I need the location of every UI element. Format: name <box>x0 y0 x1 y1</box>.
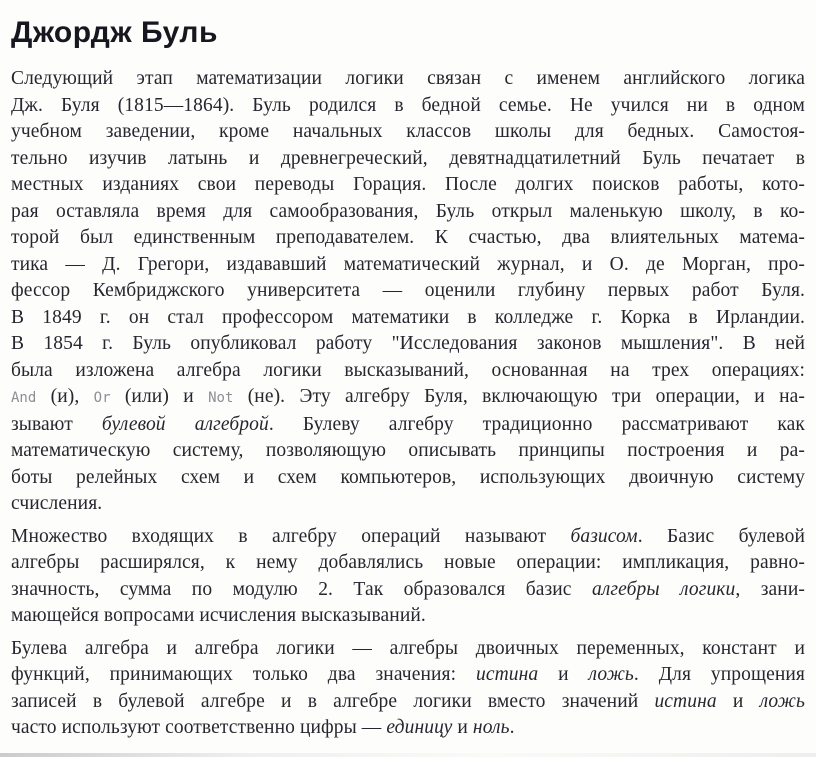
italic-term: ноль <box>472 717 510 738</box>
text-run: , зани- <box>735 578 805 600</box>
text-line <box>11 119 805 146</box>
text-run: боты релейных схем и схем компьютеров, использующих двоичную систему <box>11 466 805 488</box>
text-line <box>11 636 805 663</box>
text-line <box>11 225 805 252</box>
text-line <box>11 689 805 716</box>
text-line <box>11 577 805 604</box>
italic-term: ложь <box>759 690 805 712</box>
text-run: зывают <box>11 413 102 435</box>
paragraph <box>11 66 805 518</box>
text-line <box>11 550 805 577</box>
text-run: фессор Кембриджского университета — оценили глубину первых работ Буля. <box>11 280 805 301</box>
text-run: Множество входящих в алгебру операций называют <box>11 525 571 547</box>
text-line <box>11 715 805 742</box>
text-run: (не). Эту алгебру Буля, включающую три операции, и на- <box>233 386 805 407</box>
code-term: Not <box>208 390 234 406</box>
text-line <box>11 93 805 120</box>
text-run: тика — Д. Грегори, издававший математический журнал, и О. де Морган, про- <box>11 253 805 275</box>
text-run: . <box>509 717 515 738</box>
text-run: . Булеву алгебру традиционно рассматривают как <box>268 413 805 435</box>
text-line <box>11 438 805 465</box>
text-run: учебном заведении, кроме начальных классов школы для бедных. Самостоя- <box>11 121 805 142</box>
text-line <box>11 172 805 199</box>
text-run: математическую систему, позволяющую описывать принципы построения и ра- <box>11 440 805 461</box>
text-line <box>11 252 805 279</box>
text-line <box>11 146 805 173</box>
text-run: торой был единственным преподавателем. К счастью, два влиятельных матема- <box>11 227 805 248</box>
text-line <box>11 524 805 551</box>
text-line <box>11 412 805 439</box>
text-line <box>11 66 805 93</box>
text-line <box>11 662 805 689</box>
text-run: В 1854 г. Буль опубликовал работу "Исследования законов мышления". В ней <box>11 333 805 354</box>
text-run: (и), <box>36 386 94 407</box>
text-run: и <box>452 717 473 738</box>
text-run: значность, сумма по модулю 2. Так образовался базис <box>11 578 592 600</box>
text-line <box>11 199 805 226</box>
text-line <box>11 384 805 412</box>
text-run: Следующий этап математизации логики связан с именем английского логика <box>11 68 805 89</box>
text-line <box>11 491 805 518</box>
code-term: Or <box>93 390 111 406</box>
text-line <box>11 465 805 492</box>
italic-term: истина <box>654 690 717 712</box>
text-line <box>11 278 805 305</box>
text-run: и <box>716 690 760 712</box>
text-run: функций, принимающих только два значения: <box>11 664 476 685</box>
text-run: . Для упрощения <box>633 664 805 685</box>
text-run: местных изданиях свои переводы Горация. После долгих поисков работы, кото- <box>11 174 805 195</box>
text-run: Булева алгебра и алгебра логики — алгебры двоичных переменных, констант и <box>11 637 805 659</box>
text-line <box>11 331 805 358</box>
italic-term: булевой алгеброй <box>101 413 269 435</box>
paragraph <box>11 524 805 630</box>
text-run: В 1849 г. он стал профессором математики в колледже г. Корка в Ирландии. <box>11 306 805 328</box>
text-run: рая оставляла время для самообразования, Буль открыл маленькую школу, в ко- <box>11 200 805 222</box>
text-run: и <box>538 664 589 685</box>
text-run: . Базис булевой <box>637 525 805 547</box>
text-run: счисления. <box>11 493 103 514</box>
paragraph <box>11 636 805 742</box>
text-run: Дж. Буля (1815—1864). Буль родился в бедной семье. Не учился ни в одном <box>11 94 805 116</box>
text-line <box>11 305 805 332</box>
text-line <box>11 603 805 630</box>
text-run: мающейся вопросами исчисления высказываний. <box>11 605 426 626</box>
italic-term: истина <box>475 664 539 685</box>
text-run: (или) и <box>110 386 209 407</box>
italic-term: алгебры логики <box>591 578 736 600</box>
text-run: алгебры расширялся, к нему добавлялись новые операции: импликация, равно- <box>11 552 805 573</box>
code-term: And <box>11 390 37 406</box>
text-run: часто используют соответственно цифры — <box>11 717 387 738</box>
italic-term: ложь <box>588 664 634 685</box>
text-run: записей в булевой алгебре и в алгебре логики вместо значений <box>11 690 655 712</box>
document-body <box>11 66 805 742</box>
italic-term: базисом <box>570 525 638 547</box>
scan-edge-artifact <box>0 753 816 757</box>
page-title: Джордж Буль <box>11 16 218 49</box>
text-line <box>11 358 805 385</box>
text-run: тельно изучив латынь и древнегреческий, девятнадцатилетний Буль печатает в <box>11 147 805 169</box>
italic-term: единицу <box>386 717 453 738</box>
text-run: была изложена алгебра логики высказываний, основанная на трех операциях: <box>11 359 805 381</box>
